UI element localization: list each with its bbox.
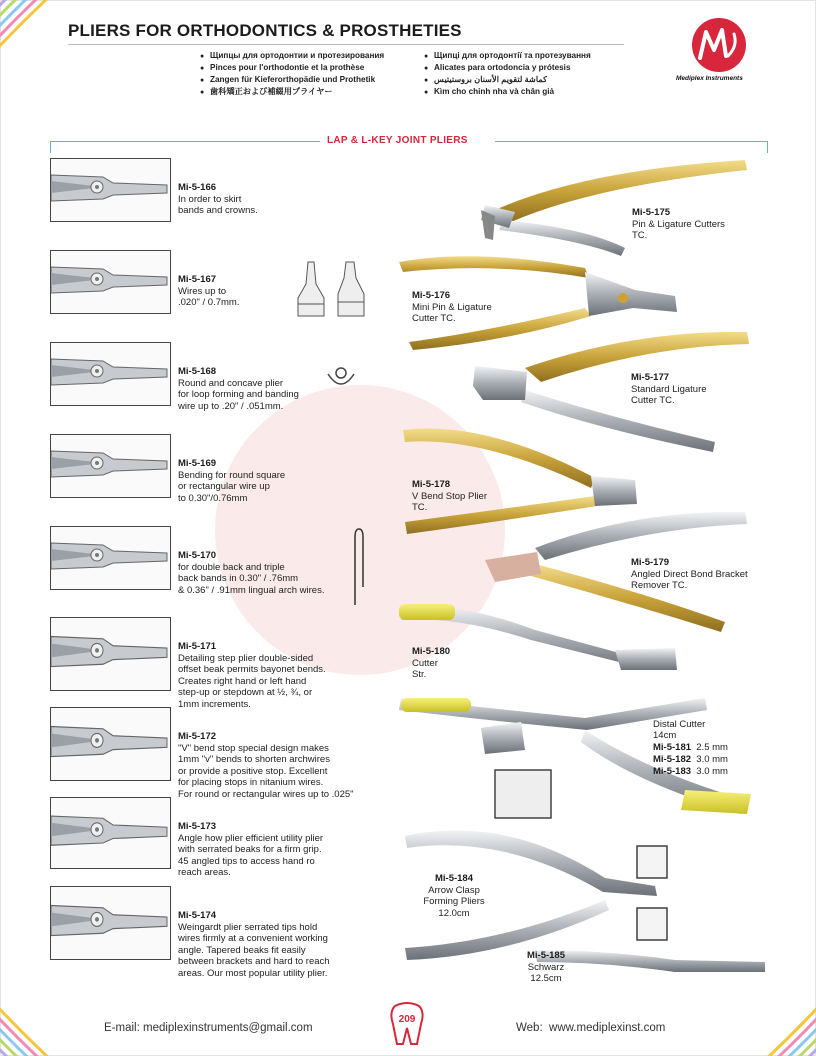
product-desc-line: Angled Direct Bond Bracket bbox=[631, 569, 748, 580]
distal-title: Distal Cutter bbox=[653, 719, 706, 730]
product-desc-line: TC. bbox=[632, 230, 648, 242]
product-code: Mi-5-176 bbox=[412, 290, 451, 301]
product-thumbnail bbox=[50, 250, 171, 314]
product-desc-line: 45 angled tips to access hand ro bbox=[178, 855, 315, 867]
product-mi-5-172 bbox=[178, 731, 354, 800]
plier-head-icon bbox=[51, 343, 171, 406]
plier-177-illustration bbox=[473, 332, 749, 452]
page-number: 209 bbox=[398, 1014, 416, 1025]
wire-tip-profile-icon bbox=[296, 258, 370, 320]
product-mi-5-171 bbox=[178, 641, 326, 710]
product-mi-5-173 bbox=[178, 821, 323, 879]
page-title: PLIERS FOR ORTHODONTICS & PROSTHETIES bbox=[68, 21, 462, 40]
product-code: Mi-5-168 bbox=[178, 366, 217, 377]
product-desc-line: between brackets and hard to reach bbox=[178, 956, 330, 968]
translation-line: ● كماشة لتقويم الأسنان بروستيتيس bbox=[424, 75, 547, 84]
plier-head-icon bbox=[51, 618, 171, 691]
product-code: Mi-5-175 bbox=[632, 207, 671, 218]
product-desc-line: Standard Ligature bbox=[631, 384, 707, 395]
translation-line: ● 歯科矯正および補綴用プライヤー bbox=[200, 87, 333, 96]
product-desc-line: Round and concave plier bbox=[178, 378, 284, 389]
product-code: Mi-5-180 bbox=[412, 646, 451, 657]
product-desc-line: step-up or stepdown at ½, ¾, or bbox=[178, 687, 313, 699]
product-desc-line: bands and crowns. bbox=[178, 205, 258, 217]
product-desc-line: areas. Our most popular utility plier. bbox=[178, 967, 328, 979]
section-rule-tick-left bbox=[50, 141, 51, 153]
plier-head-icon bbox=[51, 159, 171, 222]
product-desc-line: Cutter TC. bbox=[631, 395, 675, 407]
product-thumbnail bbox=[50, 158, 171, 222]
rainbow-decoration-top-left bbox=[0, 0, 120, 120]
product-code: Mi-5-167 bbox=[178, 274, 217, 285]
product-desc-line: angle. Tapered beaks fit easily bbox=[178, 944, 306, 956]
product-desc-line: Creates right hand or left hand bbox=[178, 675, 307, 687]
product-desc-line: Schwarz bbox=[527, 962, 565, 973]
product-desc-line: & 0.36" / .91mm lingual arch wires. bbox=[178, 584, 325, 596]
product-code: Mi-5-169 bbox=[178, 458, 217, 469]
product-desc-line: wire up to .20" / .051mm. bbox=[178, 400, 284, 412]
product-177 bbox=[631, 372, 707, 407]
product-mi-5-170 bbox=[178, 550, 324, 596]
product-desc-line: Str. bbox=[412, 669, 427, 681]
product-desc-line: for placing stops in nitanium wires. bbox=[178, 777, 324, 789]
product-desc-line: "V" bend stop special design makes bbox=[178, 743, 329, 754]
translation-line: ● Kìm cho chỉnh nha và chân giả bbox=[424, 87, 555, 96]
product-desc-line: or rectangular wire up bbox=[178, 481, 270, 493]
product-desc-line: Detailing step plier double-sided bbox=[178, 653, 314, 664]
product-code: Mi-5-177 bbox=[631, 372, 670, 383]
product-desc-line: V Bend Stop Plier bbox=[412, 491, 487, 502]
product-code: Mi-5-179 bbox=[631, 557, 670, 568]
product-desc-line: TC. bbox=[412, 502, 428, 514]
translation-line: ● Alicates para ortodoncia y prótesis bbox=[424, 63, 571, 72]
product-desc-line: .020" / 0.7mm. bbox=[178, 297, 240, 309]
product-mi-5-174 bbox=[178, 910, 330, 979]
wire-loop-icon bbox=[351, 527, 365, 607]
product-thumbnail bbox=[50, 342, 171, 406]
product-184 bbox=[414, 873, 494, 919]
translation-line: ● Щипці для ортодонтії та протезування bbox=[424, 51, 591, 60]
translations-left bbox=[200, 50, 384, 98]
footer-email: E-mail: mediplexinstruments@gmail.com bbox=[104, 1022, 313, 1034]
round-concave-profile-icon bbox=[325, 366, 357, 390]
product-178 bbox=[412, 479, 487, 514]
product-179 bbox=[631, 557, 748, 592]
product-desc-line: 12.0cm bbox=[438, 907, 470, 919]
product-desc-line: For round or rectangular wires up to .025" bbox=[178, 788, 354, 800]
product-desc-line: wires firmly at a convenient working bbox=[178, 933, 328, 945]
plier-head-icon bbox=[51, 435, 171, 498]
product-desc-line: Cutter bbox=[412, 658, 438, 669]
product-code: Mi-5-171 bbox=[178, 641, 217, 652]
product-code: Mi-5-172 bbox=[178, 731, 217, 742]
product-code: Mi-5-185 bbox=[526, 950, 565, 961]
product-code: Mi-5-184 bbox=[434, 873, 473, 884]
section-title: LAP & L-KEY JOINT PLIERS bbox=[327, 135, 468, 146]
email-link[interactable]: mediplexinstruments@gmail.com bbox=[142, 1022, 313, 1034]
product-thumbnail bbox=[50, 434, 171, 498]
product-desc-line: Angle how plier efficient utility plier bbox=[178, 833, 324, 844]
product-185 bbox=[516, 950, 576, 985]
brand-logo-icon bbox=[688, 16, 750, 74]
product-desc-line: Pin & Ligature Cutters bbox=[632, 219, 725, 230]
plier-head-icon bbox=[51, 251, 171, 314]
plier-head-icon bbox=[51, 527, 171, 590]
translation-line: ● Щипцы для ортодонтии и протезирования bbox=[200, 51, 385, 60]
product-desc-line: Forming Pliers bbox=[423, 896, 485, 908]
product-mi-5-167 bbox=[178, 274, 239, 309]
product-desc-line: back bands in 0.30" / .76mm bbox=[178, 573, 299, 585]
title-rule bbox=[68, 44, 624, 45]
product-thumbnail bbox=[50, 707, 171, 781]
distal-variant: Mi-5-181 2.5 mm bbox=[653, 741, 728, 753]
product-desc-line: In order to skirt bbox=[178, 194, 242, 205]
product-thumbnail bbox=[50, 797, 171, 869]
translations-right bbox=[424, 50, 591, 98]
product-desc-line: for loop forming and banding bbox=[178, 389, 299, 401]
product-desc-line: offset beak permits bayonet bends. bbox=[178, 664, 326, 676]
product-desc-line: 12.5cm bbox=[530, 973, 562, 985]
product-desc-line: 1mm "v" bends to shorten archwires bbox=[178, 754, 330, 766]
footer-web: Web: www.mediplexinst.com bbox=[516, 1022, 666, 1034]
translation-line: ● Zangen für Kieferorthopädie und Prothetik bbox=[200, 75, 376, 84]
plier-head-icon bbox=[51, 798, 171, 869]
product-thumbnail bbox=[50, 886, 171, 960]
product-mi-5-168 bbox=[178, 366, 299, 412]
section-rule-left bbox=[50, 141, 320, 142]
tooth-icon bbox=[389, 1002, 425, 1048]
product-desc-line: for double back and triple bbox=[178, 562, 285, 573]
product-desc-line: Bending for round square bbox=[178, 470, 286, 481]
web-link[interactable]: www.mediplexinst.com bbox=[549, 1022, 666, 1034]
product-desc-line: Cutter TC. bbox=[412, 313, 456, 325]
distal-variant: Mi-5-182 3.0 mm bbox=[653, 753, 728, 765]
product-desc-line: with serrated beaks for a firm grip. bbox=[178, 844, 322, 856]
product-mi-5-166 bbox=[178, 182, 258, 217]
product-desc-line: Remover TC. bbox=[631, 580, 688, 592]
product-desc-line: Wires up to bbox=[178, 286, 227, 297]
distal-inset-box bbox=[495, 770, 551, 818]
section-rule-right bbox=[495, 141, 767, 142]
product-thumbnail bbox=[50, 617, 171, 691]
product-code: Mi-5-174 bbox=[178, 910, 217, 921]
distal-variant: Mi-5-183 3.0 mm bbox=[653, 765, 728, 777]
product-176 bbox=[412, 290, 492, 325]
product-mi-5-169 bbox=[178, 458, 285, 504]
product-175 bbox=[632, 207, 725, 242]
distal-size: 14cm bbox=[653, 730, 677, 742]
plier-head-icon bbox=[51, 887, 171, 960]
product-180 bbox=[412, 646, 450, 681]
product-code: Mi-5-170 bbox=[178, 550, 217, 561]
plier-head-icon bbox=[51, 708, 171, 781]
product-desc-line: 1mm increments. bbox=[178, 698, 251, 710]
translation-line: ● Pinces pour l'orthodontie et la prothèse bbox=[200, 63, 365, 72]
product-desc-line: Arrow Clasp bbox=[428, 885, 480, 896]
product-desc-line: reach areas. bbox=[178, 867, 231, 879]
product-distal-cutter bbox=[653, 719, 728, 778]
brand-name: Mediplex Instruments bbox=[676, 75, 743, 82]
product-desc-line: or provide a positive stop. Excellent bbox=[178, 765, 328, 777]
product-code: Mi-5-178 bbox=[412, 479, 451, 490]
product-code: Mi-5-166 bbox=[178, 182, 217, 193]
product-code: Mi-5-173 bbox=[178, 821, 217, 832]
product-desc-line: Weingardt plier serrated tips hold bbox=[178, 922, 318, 933]
product-desc-line: Mini Pin & Ligature bbox=[412, 302, 492, 313]
product-thumbnail bbox=[50, 526, 171, 590]
product-desc-line: to 0.30"/0.76mm bbox=[178, 492, 248, 504]
